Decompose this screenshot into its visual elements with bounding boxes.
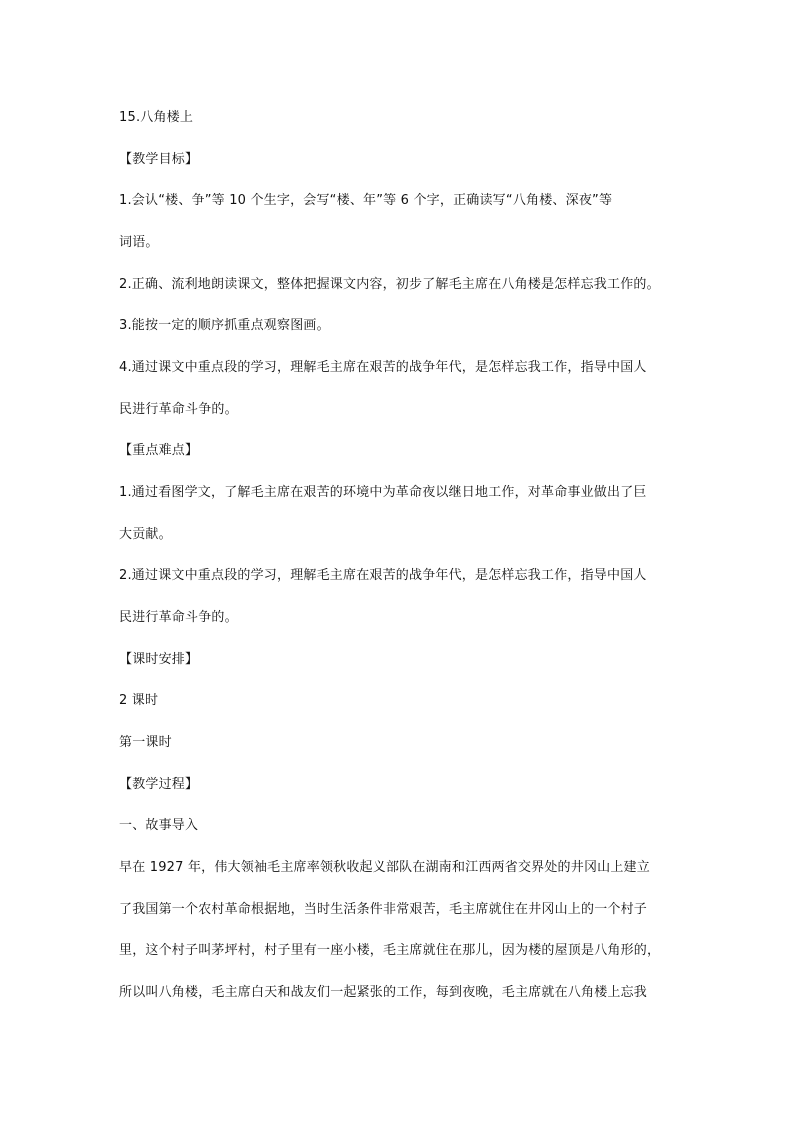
text-line: 1.通过看图学文，了解毛主席在艰苦的环境中为革命夜以继日地工作，对革命事业做出了巨 xyxy=(119,485,647,500)
text-line: 了我国第一个农村革命根据地，当时生活条件非常艰苦，毛主席就住在井冈山上的一个村子 xyxy=(119,902,648,917)
text-line: 早在 1927 年，伟大领袖毛主席率领秋收起义部队在湖南和江西两省交界处的井冈山上建立 xyxy=(119,860,650,875)
text-line: 2 课时 xyxy=(119,693,159,708)
text-line: 1.会认“楼、争”等 10 个生字，会写“楼、年”等 6 个字，正确读写“八角楼、深夜”等 xyxy=(119,193,613,208)
text-line: 民进行革命斗争的。 xyxy=(119,610,238,625)
text-line: 一、故事导入 xyxy=(119,818,199,833)
document-title: 15.八角楼上 xyxy=(119,110,194,125)
text-line: 大贡献。 xyxy=(119,527,172,542)
section-heading-teaching-goals: 【教学目标】 xyxy=(119,152,199,167)
section-heading-process: 【教学过程】 xyxy=(119,777,199,792)
section-heading-key-points: 【重点难点】 xyxy=(119,443,199,458)
text-line: 2.正确、流利地朗读课文，整体把握课文内容，初步了解毛主席在八角楼是怎样忘我工作的。 xyxy=(119,277,660,292)
text-line: 所以叫八角楼，毛主席白天和战友们一起紧张的工作，每到夜晚，毛主席就在八角楼上忘我 xyxy=(119,985,648,1000)
text-line: 2.通过课文中重点段的学习，理解毛主席在艰苦的战争年代，是怎样忘我工作，指导中国人 xyxy=(119,568,647,583)
text-line: 4.通过课文中重点段的学习，理解毛主席在艰苦的战争年代，是怎样忘我工作，指导中国人 xyxy=(119,360,647,375)
text-line: 里，这个村子叫茅坪村，村子里有一座小楼，毛主席就住在那儿，因为楼的屋顶是八角形的， xyxy=(119,943,661,958)
text-line: 词语。 xyxy=(119,235,159,250)
text-line: 民进行革命斗争的。 xyxy=(119,402,238,417)
text-line: 3.能按一定的顺序抓重点观察图画。 xyxy=(119,318,330,333)
text-line: 第一课时 xyxy=(119,735,172,750)
section-heading-schedule: 【课时安排】 xyxy=(119,652,199,667)
